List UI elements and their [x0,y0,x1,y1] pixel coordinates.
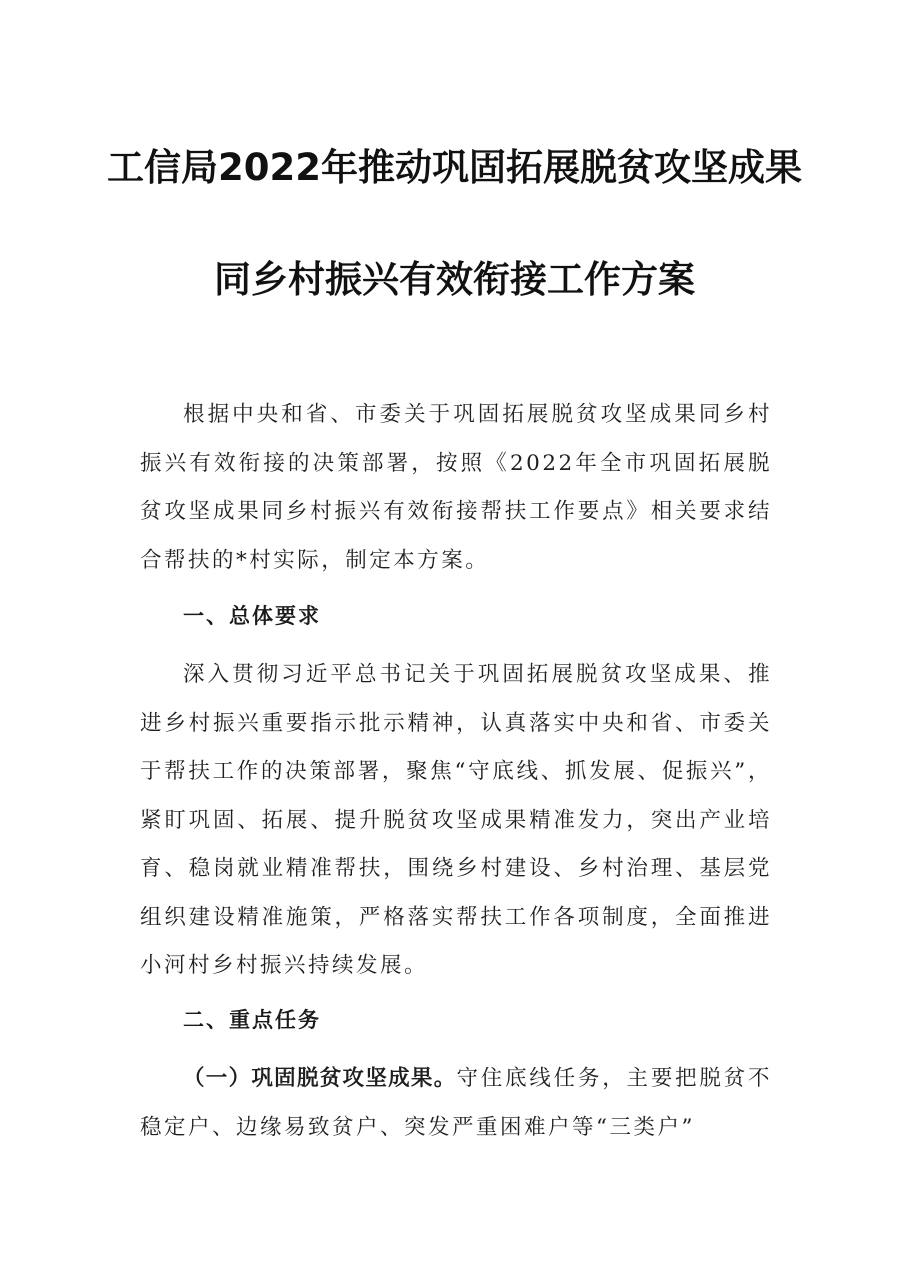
key-task-1-paragraph [140,1055,772,1152]
section-heading-key-tasks: 二、重点任务 [183,1008,321,1032]
overall-requirements-text: 深入贯彻习近平总书记关于巩固拓展脱贫攻坚成果、推进乡村振兴重要指示批示精神，认真落实中央和省、市委关于帮扶工作的决策部署，聚焦“守底线、抓发展、促振兴”，紧盯巩固、拓展、提升脱贫攻坚成果精准发力，突出产业培育、稳岗就业精准帮扶，围绕乡村建设、乡村治理、基层党组织建设精准施策，严格落实帮扶工作各项制度，全面推进小河村乡村振兴持续发展。 [140,662,772,978]
section-heading-overall-requirements: 一、总体要求 [183,604,321,628]
intro-paragraph [140,391,772,585]
key-task-1-content [140,1055,772,1152]
key-task-1-text: 守住底线任务，主要把脱贫不稳定户、边缘易致贫户、突发严重困难户等“三类户” [140,1066,772,1140]
intro-text: 根据中央和省、市委关于巩固拓展脱贫攻坚成果同乡村振兴有效衔接的决策部署，按照《2022年全市巩固拓展脱贫攻坚成果同乡村振兴有效衔接帮扶工作要点》相关要求结合帮扶的*村实际，制定本方案。 [140,402,772,573]
overall-requirements-paragraph [140,651,772,991]
document-title-line-2: 同乡村振兴有效衔接工作方案 [214,258,695,301]
document-title-line-1: 工信局2022年推动巩固拓展脱贫攻坚成果 [107,146,802,189]
key-task-1-lead: （一）巩固脱贫攻坚成果。 [183,1066,457,1091]
